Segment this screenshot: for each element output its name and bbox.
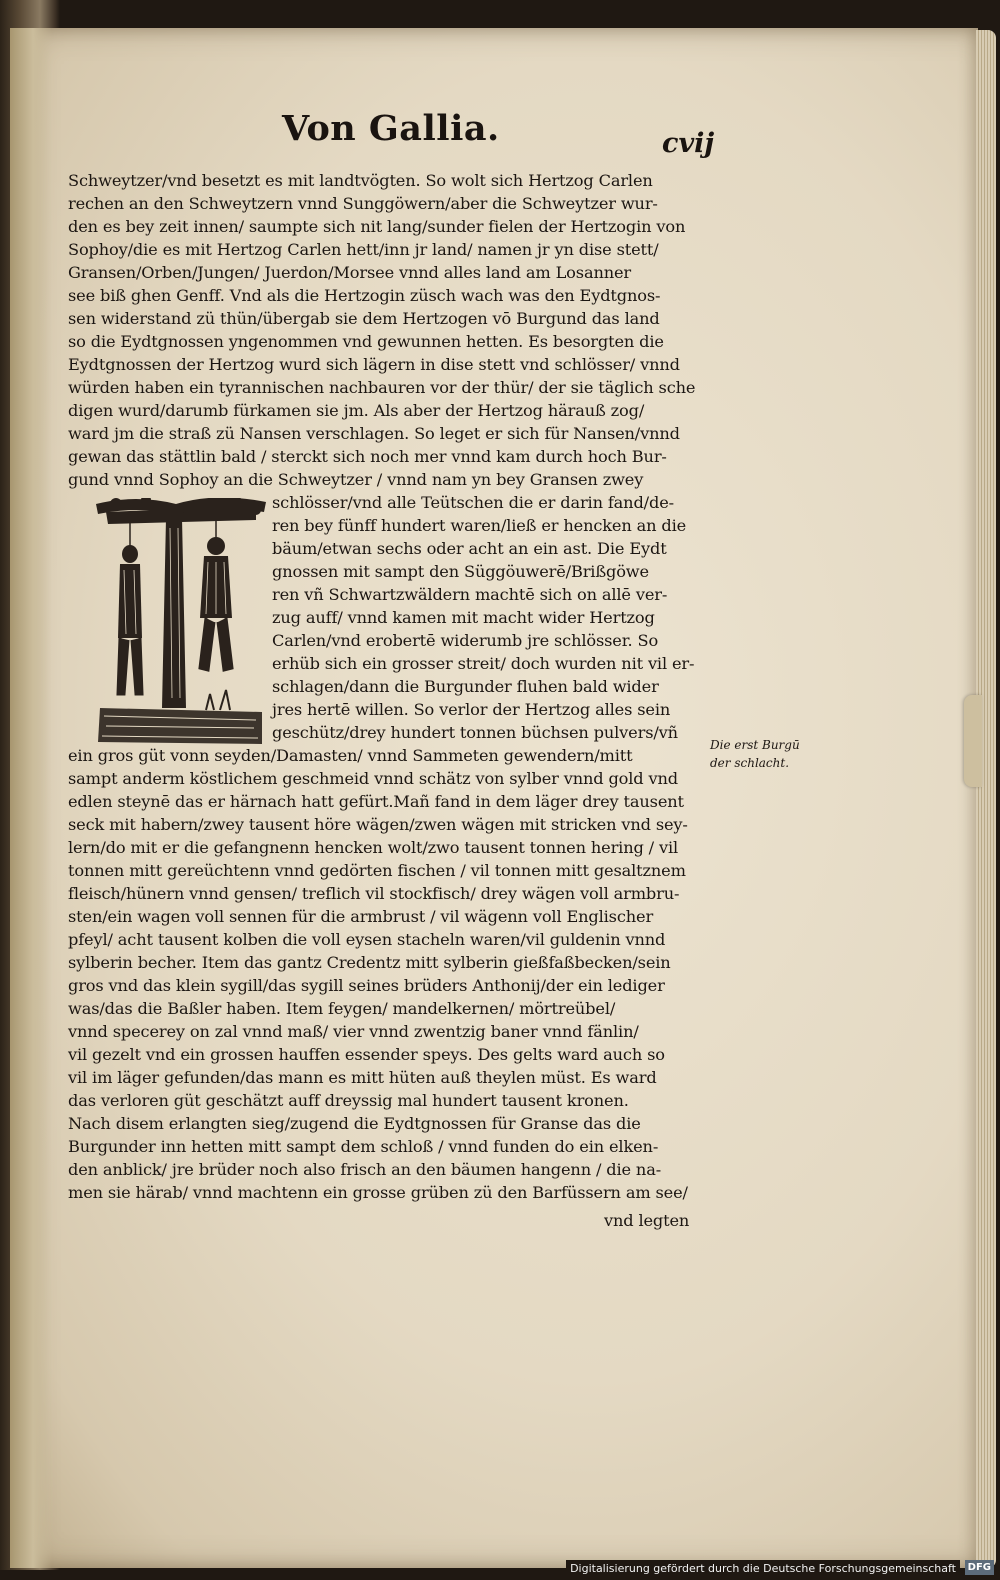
text-line: sen widerstand zü thün/übergab sie dem Hertzogen vō Burgund das land xyxy=(68,309,660,328)
text-line: tonnen mitt gereüchtenn vnnd gedörten fischen / vil tonnen mitt gesaltznem xyxy=(68,861,686,880)
text-line: lern/do mit er die gefangnenn hencken wolt/zwo tausent tonnen hering / vil xyxy=(68,838,679,857)
text-line: jres hertē willen. So verlor der Hertzog alles sein xyxy=(272,700,671,719)
marginal-note-line: Die erst Burgū xyxy=(710,738,800,752)
text-line: das verloren güt geschätzt auff dreyssig mal hundert tausent kronen. xyxy=(68,1091,629,1110)
text-line: Gransen/Orben/Jungen/ Juerdon/Morsee vnnd alles land am Losanner xyxy=(68,263,632,282)
text-line: Burgunder inn hetten mitt sampt dem schloß / vnnd funden do ein elken- xyxy=(68,1137,659,1156)
text-line: vnnd specerey on zal vnnd maß/ vier vnnd zwentzig baner vnnd fänlin/ xyxy=(68,1022,639,1041)
text-line: würden haben ein tyrannischen nachbauren vor der thür/ der sie täglich sche xyxy=(68,378,696,397)
text-line: ward jm die straß zü Nansen verschlagen. So leget er sich für Nansen/vnnd xyxy=(68,424,680,443)
text-line: geschütz/drey hundert tonnen büchsen pulvers/vñ xyxy=(272,723,678,742)
text-line: Eydtgnossen der Hertzog wurd sich lägern in dise stett vnd schlösser/ vnnd xyxy=(68,355,680,374)
folio-number: cvij xyxy=(662,128,715,159)
text-line: fleisch/hünern vnnd gensen/ treflich vil stockfisch/ drey wägen voll armbru- xyxy=(68,884,680,903)
text-line: erhüb sich ein grosser streit/ doch wurden nit vil er- xyxy=(272,654,695,673)
catchword: vnd legten xyxy=(604,1211,690,1230)
text-line: Sophoy/die es mit Hertzog Carlen hett/inn jr land/ namen jr yn dise stett/ xyxy=(68,240,659,259)
page-edges xyxy=(976,30,996,1568)
text-line: see biß ghen Genff. Vnd als die Hertzogin züsch wach was den Eydtgnos- xyxy=(68,286,661,305)
text-line: edlen steynē das er härnach hatt gefürt.Mañ fand in dem läger drey tausent xyxy=(68,792,684,811)
text-line: vil gezelt vnd ein grossen hauffen essender speys. Des gelts ward auch so xyxy=(68,1045,665,1064)
text-line: rechen an den Schweytzern vnnd Sunggöwern/aber die Schweytzer wur- xyxy=(68,194,658,213)
marginal-note-line: der schlacht. xyxy=(710,756,790,770)
funding-credit: Digitalisierung gefördert durch die Deutsche Forschungsgemeinschaft xyxy=(566,1560,960,1577)
page-tab xyxy=(964,695,982,787)
text-line: ren vñ Schwartzwäldern machtē sich on allē ver- xyxy=(272,585,668,604)
text-line: gros vnd das klein sygill/das sygill seines brüders Anthonij/der ein lediger xyxy=(68,976,665,995)
text-line: vil im läger gefunden/das mann es mitt hüten auß theylen müst. Es ward xyxy=(68,1068,657,1087)
text-line: was/das die Baßler haben. Item feygen/ mandelkernen/ mörtreübel/ xyxy=(68,999,616,1018)
text-line: den es bey zeit innen/ saumpte sich nit lang/sunder fielen der Hertzogin von xyxy=(68,217,686,236)
text-line: sten/ein wagen voll sennen für die armbrust / vil wägenn voll Englischer xyxy=(68,907,654,926)
text-line: so die Eydtgnossen yngenommen vnd gewunnen hetten. Es besorgten die xyxy=(68,332,664,351)
text-line: Carlen/vnd erobertē widerumb jre schlösser. So xyxy=(272,631,659,650)
text-line: schlagen/dann die Burgunder fluhen bald wider xyxy=(272,677,659,696)
running-title: Von Gallia. xyxy=(282,108,500,149)
hanged-men-woodcut xyxy=(96,498,266,746)
text-line: bäum/etwan sechs oder acht an ein ast. Die Eydt xyxy=(272,539,667,558)
text-line: gnossen mit sampt den Süggöuwerē/Brißgöwe xyxy=(272,562,649,581)
text-line: seck mit habern/zwey tausent höre wägen/zwen wägen mit stricken vnd sey- xyxy=(68,815,688,834)
text-line: digen wurd/darumb fürkamen sie jm. Als aber der Hertzog härauß zog/ xyxy=(68,401,645,420)
text-line: den anblick/ jre brüder noch also frisch an den bäumen hangenn / die na- xyxy=(68,1160,662,1179)
text-line: gund vnnd Sophoy an die Schweytzer / vnnd nam yn bey Gransen zwey xyxy=(68,470,644,489)
text-line: zug auff/ vnnd kamen mit macht wider Hertzog xyxy=(272,608,655,627)
text-line: gewan das stättlin bald / sterckt sich noch mer vnnd kam durch hoch Bur- xyxy=(68,447,667,466)
text-line: pfeyl/ acht tausent kolben die voll eysen stacheln waren/vil guldenin vnnd xyxy=(68,930,666,949)
text-line: ren bey fünff hundert waren/ließ er hencken an die xyxy=(272,516,687,535)
page-gutter xyxy=(10,28,52,1568)
text-line: schlösser/vnd alle Teütschen die er darin fand/de- xyxy=(272,493,674,512)
text-line: sampt anderm köstlichem geschmeid vnnd schätz von sylber vnnd gold vnd xyxy=(68,769,678,788)
text-line: men sie härab/ vnnd machtenn ein grosse grüben zü den Barfüssern am see/ xyxy=(68,1183,688,1202)
text-line: sylberin becher. Item das gantz Credentz mitt sylberin gießfaßbecken/sein xyxy=(68,953,671,972)
dfg-logo: DFG xyxy=(965,1560,994,1575)
text-line: Nach disem erlangten sieg/zugend die Eydtgnossen für Granse das die xyxy=(68,1114,641,1133)
text-line: Schweytzer/vnd besetzt es mit landtvögten. So wolt sich Hertzog Carlen xyxy=(68,171,653,190)
text-line: ein gros güt vonn seyden/Damasten/ vnnd Sammeten gewendern/mitt xyxy=(68,746,633,765)
